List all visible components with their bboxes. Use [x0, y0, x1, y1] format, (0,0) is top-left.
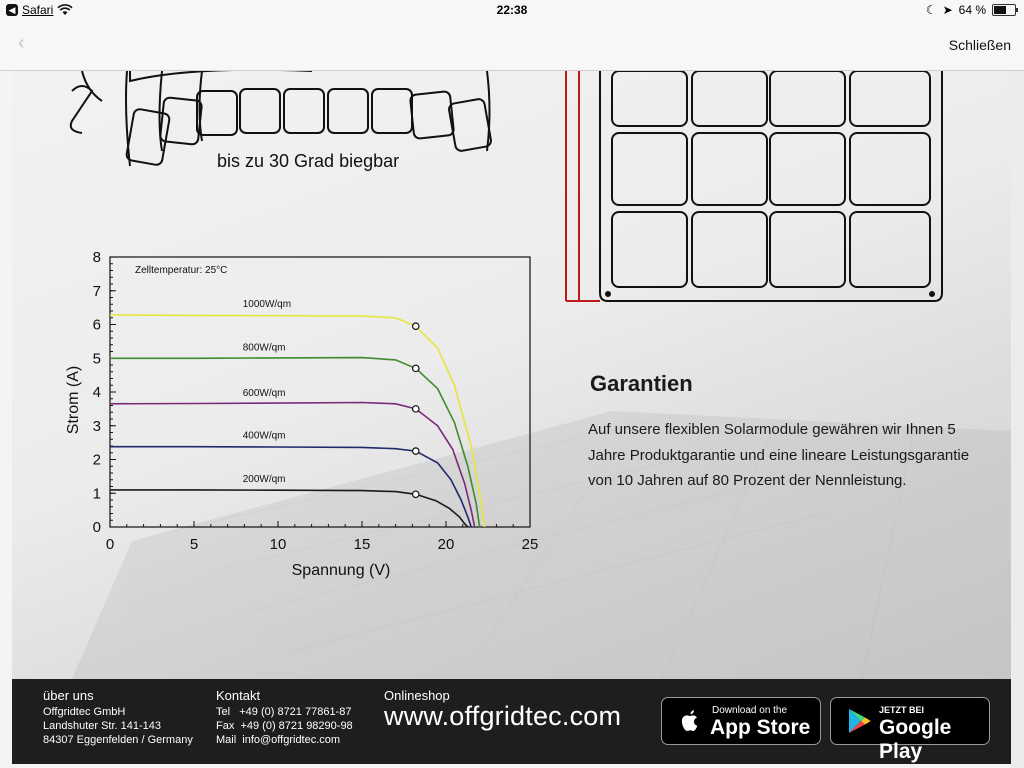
status-bar-left: [6, 3, 73, 17]
mpp-marker-0: [413, 323, 419, 329]
footer-shop: [384, 688, 622, 731]
wifi-icon: [57, 4, 73, 16]
chart-xlabel: Spannung (V): [291, 562, 391, 579]
google-play-icon: [843, 706, 873, 736]
x-tick-label: 20: [437, 536, 455, 553]
footer-contact-heading: Kontakt: [216, 688, 261, 703]
chart-ticks: [93, 249, 539, 553]
footer-street: Landshuter Str. 141-143: [43, 720, 162, 732]
page-edge: [1011, 71, 1024, 768]
chart-annotation: Zelltemperatur: 25°C: [135, 265, 228, 276]
footer-contact: [216, 689, 353, 747]
chevron-left-icon[interactable]: ‹: [18, 32, 25, 54]
y-tick-label: 3: [92, 417, 101, 435]
footer-shop-heading: Onlineshop: [384, 688, 450, 703]
garantien-text: Auf unsere flexiblen Solarmodule gewähren wir Ihnen 5 Jahre Produktgarantie und eine lineare Leistungsgarantie von 10 Jahren auf 80 Prozent der Nennleistung.: [588, 421, 970, 489]
series-label-4: 200W/qm: [242, 473, 286, 485]
clock: 22:38: [496, 3, 528, 17]
footer-fax: Fax +49 (0) 8721 98290-98: [216, 720, 353, 732]
y-tick-label: 0: [92, 519, 101, 536]
footer-company-name: Offgridtec GmbH: [43, 706, 126, 718]
mpp-marker-2: [413, 406, 419, 412]
y-tick-label: 2: [92, 451, 101, 469]
series-label-0: 1000W/qm: [242, 299, 292, 311]
footer-about-heading: über uns: [43, 688, 94, 703]
chart-axes: [110, 257, 530, 527]
series-line-3: [110, 447, 471, 527]
chart-markers: [413, 323, 419, 497]
footer-tel[interactable]: Tel +49 (0) 8721 77861-87: [216, 706, 352, 718]
x-tick-label: 0: [105, 536, 115, 553]
x-tick-label: 10: [269, 536, 287, 553]
shop-url-link[interactable]: www.offgridtec.com: [384, 701, 622, 731]
google-play-small-label: JETZT BEI: [879, 705, 925, 715]
y-tick-label: 4: [92, 384, 101, 401]
plot-frame: [110, 257, 530, 527]
mpp-marker-4: [413, 491, 419, 497]
app-store-button[interactable]: [661, 697, 821, 745]
footer-city: 84307 Eggenfelden / Germany: [43, 734, 193, 746]
series-line-0: [110, 315, 485, 527]
footer-mail[interactable]: Mail info@offgridtec.com: [216, 734, 341, 746]
chart-series: [110, 315, 485, 527]
footer: [12, 679, 1011, 764]
series-label-2: 600W/qm: [242, 387, 286, 399]
chart-series-labels: [243, 299, 291, 485]
app-store-label: App Store: [710, 716, 811, 739]
close-button[interactable]: Schließen: [948, 37, 1011, 53]
garantien-title: Garantien: [590, 371, 693, 396]
iv-curve-chart: [42, 239, 562, 589]
y-tick-label: 7: [92, 282, 101, 300]
y-tick-label: 8: [92, 249, 101, 266]
chart-ylabel: Strom (A): [65, 365, 82, 435]
x-tick-label: 15: [353, 536, 371, 553]
x-tick-label: 5: [189, 536, 199, 553]
y-tick-label: 1: [92, 485, 101, 503]
google-play-button[interactable]: [830, 697, 990, 763]
moon-icon: ☾: [925, 3, 937, 17]
navigation-bar: [0, 20, 1024, 71]
bend-caption: bis zu 30 Grad biegbar: [217, 151, 400, 171]
status-bar: [0, 0, 1024, 20]
google-play-label: Google Play: [879, 716, 952, 763]
series-label-3: 400W/qm: [242, 430, 286, 442]
document-page: [12, 71, 1011, 679]
back-to-app-icon[interactable]: ◀: [6, 4, 18, 16]
battery-icon: [992, 4, 1016, 16]
battery-percent: 64 %: [958, 3, 986, 17]
status-bar-right: [926, 3, 1016, 17]
footer-about: [43, 689, 193, 747]
apple-icon: [674, 706, 704, 736]
app-store-small-label: Download on the: [712, 705, 788, 716]
x-tick-label: 25: [521, 536, 539, 553]
mpp-marker-3: [413, 448, 419, 454]
y-tick-label: 5: [92, 350, 101, 368]
series-line-2: [110, 403, 475, 528]
location-icon: ➤: [942, 3, 953, 17]
series-line-1: [110, 358, 480, 527]
flat-panel-illustration: [566, 71, 942, 301]
series-label-1: 800W/qm: [242, 342, 286, 354]
back-to-app-label[interactable]: Safari: [22, 3, 54, 17]
mpp-marker-1: [413, 365, 419, 371]
y-tick-label: 6: [92, 316, 101, 334]
